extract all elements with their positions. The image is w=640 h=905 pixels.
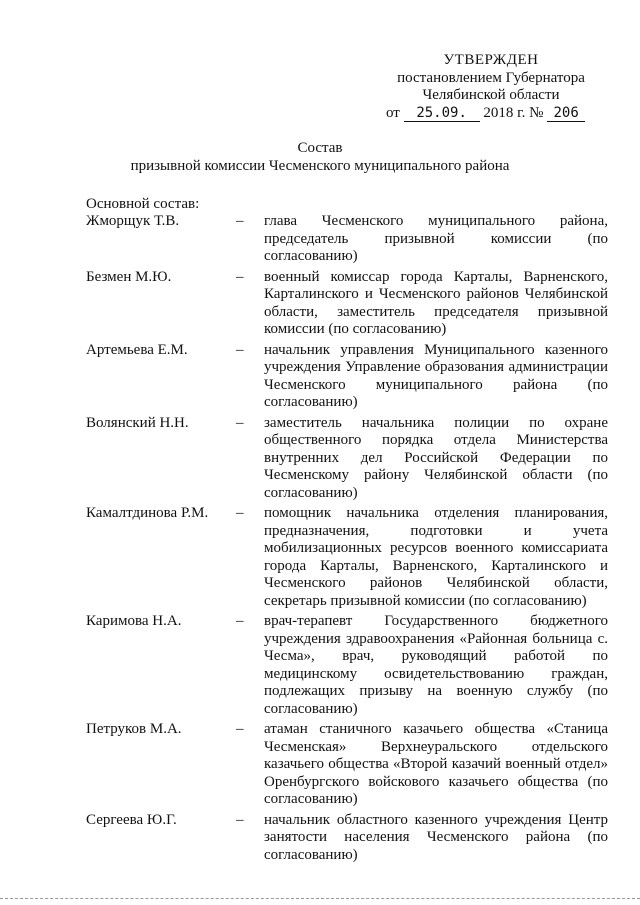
member-dash: – (236, 613, 244, 629)
section-label: Основной состав: (86, 196, 200, 212)
member-dash: – (236, 341, 244, 358)
member-dash: – (236, 721, 244, 737)
member-position: врач-терапевт Государственного бюджетного учреждения здравоохранения «Районная больница с. Чесма», врач, руководящий работой по медицинскому освидетельствованию граждан, подлежащих призыву на военную службу (по согласованию) (264, 613, 608, 717)
member-row (86, 812, 608, 865)
members-list (86, 213, 608, 864)
member-dash: – (236, 811, 244, 828)
member-row (86, 415, 608, 503)
approval-date-line (386, 105, 596, 123)
year-label: 2018 г. № (483, 104, 544, 121)
member-position: военный комиссар города Карталы, Варненского, Карталинского и Чесменского районов Челябинской области, заместитель председателя призывной комиссии (по согласованию) (264, 268, 608, 337)
member-position: глава Чесменского муниципального района, председатель призывной комиссии (по согласованию) (264, 213, 608, 264)
member-name: Безмен М.Ю. (86, 268, 172, 285)
member-name: Волянский Н.Н. (86, 414, 189, 431)
heading-line-1: Состав (297, 140, 343, 156)
member-name: Артемьева Е.М. (86, 341, 188, 358)
member-row (86, 342, 608, 412)
member-dash: – (236, 213, 244, 229)
document-heading (0, 140, 640, 175)
member-dash: – (236, 505, 244, 521)
from-label: от (386, 104, 400, 121)
member-position: помощник начальника отделения планирования, предназначения, подготовки и учета мобилизационных ресурсов военного комиссариата города Карталы, Варненского, Карталинского и Чесменского районов Челябинской области, секретарь призывной комиссии (по согласованию) (264, 505, 608, 609)
member-name: Петруков М.А. (86, 721, 182, 737)
approval-line-1: постановлением Губернатора (397, 69, 585, 86)
approval-title: УТВЕРЖДЕН (443, 52, 539, 68)
member-row (86, 505, 608, 610)
member-row (86, 213, 608, 266)
member-dash: – (236, 414, 244, 431)
member-row (86, 269, 608, 339)
approval-line-2: Челябинской области (422, 87, 560, 103)
member-row (86, 721, 608, 809)
member-position: начальник областного казенного учреждения Центр занятости населения Чесменского района (по согласованию) (264, 811, 608, 863)
approval-number: 206 (547, 106, 585, 122)
heading-line-2: призывной комиссии Чесменского муниципального района (130, 157, 510, 174)
member-name: Каримова Н.А. (86, 613, 182, 629)
approval-block (386, 52, 596, 122)
member-position: атаман станичного казачьего общества «Станица Чесменская» Верхнеуральского отдельского казачьего общества «Второй казачий военный отдел» Оренбургского войскового казачьего общества (по согласованию) (264, 721, 608, 807)
member-name: Камалтдинова Р.М. (86, 505, 209, 521)
member-row (86, 613, 608, 718)
page-bottom-edge (0, 898, 640, 899)
member-dash: – (236, 268, 244, 285)
approval-date: 25.09. (404, 106, 480, 122)
member-position: начальник управления Муниципального казенного учреждения Управление образования администрации Чесменского муниципального района (по согласованию) (264, 341, 608, 410)
member-name: Жморщук Т.В. (86, 213, 180, 229)
member-position: заместитель начальника полиции по охране общественного порядка отдела Министерства внутренних дел Российской Федерации по Чесменскому району Челябинской области (по согласованию) (264, 414, 608, 501)
member-name: Сергеева Ю.Г. (86, 811, 177, 828)
